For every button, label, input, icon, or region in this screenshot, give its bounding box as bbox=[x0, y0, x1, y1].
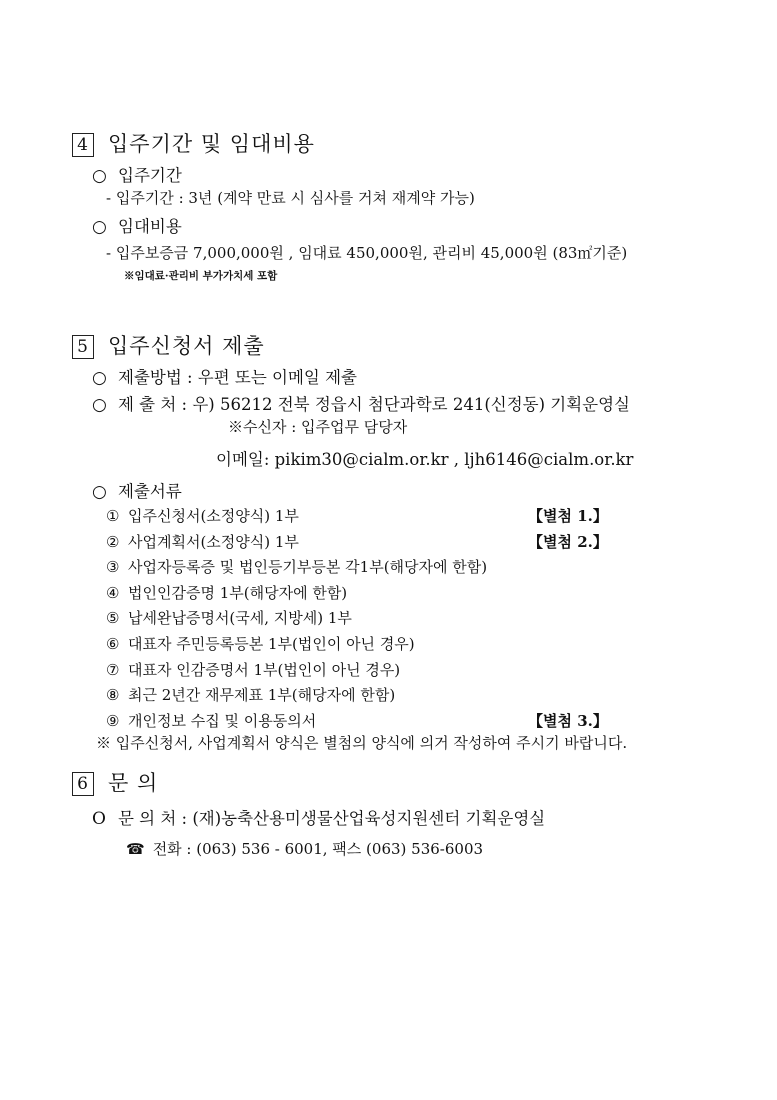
contact-line: O 문 의 처 : (재)농축산용미생물산업육성지원센터 기획운영실 bbox=[92, 809, 546, 829]
doc-item-number: ⑤ bbox=[106, 609, 120, 628]
section-5-heading bbox=[72, 330, 265, 360]
doc-item bbox=[106, 659, 400, 680]
doc-item-text: 납세완납증명서(국세, 지방세) 1부 bbox=[128, 609, 352, 628]
section-4-heading bbox=[72, 128, 315, 158]
doc-item-attachment: 【별첨 3.】 bbox=[528, 711, 608, 730]
doc-item-number: ⑧ bbox=[106, 686, 120, 705]
doc-item-text: 최근 2년간 재무제표 1부(해당자에 한함) bbox=[128, 686, 396, 705]
submit-method: ○ 제출방법 : 우편 또는 이메일 제출 bbox=[92, 368, 357, 388]
section-title: 입주신청서 제출 bbox=[108, 334, 265, 358]
docs-heading: ○ 제출서류 bbox=[92, 482, 182, 502]
bullet-circle: ○ bbox=[92, 395, 107, 415]
recipient-line: ※수신자 : 입주업무 담당자 bbox=[228, 418, 408, 436]
doc-item-number: ④ bbox=[106, 583, 120, 602]
doc-item-number: ① bbox=[106, 507, 120, 525]
docs-note: ※ 입주신청서, 사업계획서 양식은 별첨의 양식에 의거 작성하여 주시기 바랍니다. bbox=[96, 734, 628, 752]
doc-item bbox=[106, 505, 299, 526]
bullet-circle: ○ bbox=[92, 482, 107, 502]
email-line[interactable]: 이메일: pikim30@cialm.or.kr , ljh6146@cialm.or.kr bbox=[216, 450, 634, 469]
doc-item-text: 법인인감증명 1부(해당자에 한함) bbox=[128, 583, 348, 602]
doc-item-number: ② bbox=[106, 532, 120, 551]
doc-item bbox=[106, 531, 299, 552]
doc-item bbox=[106, 556, 487, 577]
doc-item-attachment: 【별첨 2.】 bbox=[528, 532, 608, 551]
doc-item-number: ⑥ bbox=[106, 635, 120, 653]
phone-icon: ☎ bbox=[126, 840, 145, 858]
period-line: - 입주기간 : 3년 (계약 만료 시 심사를 거쳐 재계약 가능) bbox=[106, 189, 475, 207]
doc-item-text: 사업자등록증 및 법인등기부등본 각1부(해당자에 한함) bbox=[128, 558, 488, 577]
doc-item bbox=[106, 633, 415, 654]
doc-item-text: 입주신청서(소정양식) 1부 bbox=[128, 507, 299, 525]
doc-item bbox=[106, 607, 352, 628]
vat-note: ※임대료·관리비 부가가치세 포함 bbox=[124, 270, 278, 282]
doc-item-number: ⑨ bbox=[106, 711, 120, 730]
bullet-circle: ○ bbox=[92, 166, 107, 186]
bullet-circle: ○ bbox=[92, 217, 107, 237]
doc-item-text: 개인정보 수집 및 이용동의서 bbox=[128, 711, 317, 730]
section-number-box: 4 bbox=[72, 133, 94, 157]
section-title: 문 의 bbox=[108, 771, 159, 795]
doc-item-text: 사업계획서(소정양식) 1부 bbox=[128, 532, 299, 551]
doc-item-number: ③ bbox=[106, 558, 120, 577]
doc-item bbox=[106, 582, 347, 603]
section-number-box: 6 bbox=[72, 772, 94, 796]
doc-item bbox=[106, 684, 395, 705]
cost-heading: ○ 임대비용 bbox=[92, 217, 182, 237]
cost-line: - 입주보증금 7,000,000원 , 임대료 450,000원, 관리비 45,000원 (83㎡기준) bbox=[106, 244, 628, 262]
phone-line: ☎ 전화 : (063) 536 - 6001, 팩스 (063) 536-6003 bbox=[126, 840, 484, 858]
doc-item-number: ⑦ bbox=[106, 660, 120, 679]
doc-item-text: 대표자 인감증명서 1부(법인이 아닌 경우) bbox=[128, 660, 401, 679]
bullet-circle: ○ bbox=[92, 368, 107, 388]
doc-item-attachment: 【별첨 1.】 bbox=[528, 507, 608, 525]
doc-item bbox=[106, 710, 316, 731]
section-number-box: 5 bbox=[72, 335, 94, 359]
doc-item-text: 대표자 주민등록등본 1부(법인이 아닌 경우) bbox=[128, 635, 415, 653]
section-6-heading bbox=[72, 767, 158, 797]
period-heading: ○ 입주기간 bbox=[92, 166, 182, 186]
contact-marker: O bbox=[92, 809, 106, 829]
section-title: 입주기간 및 임대비용 bbox=[108, 132, 315, 156]
submit-address: ○ 제 출 처 : 우) 56212 전북 정읍시 첨단과학로 241(신정동) 기획운영실 bbox=[92, 395, 630, 415]
